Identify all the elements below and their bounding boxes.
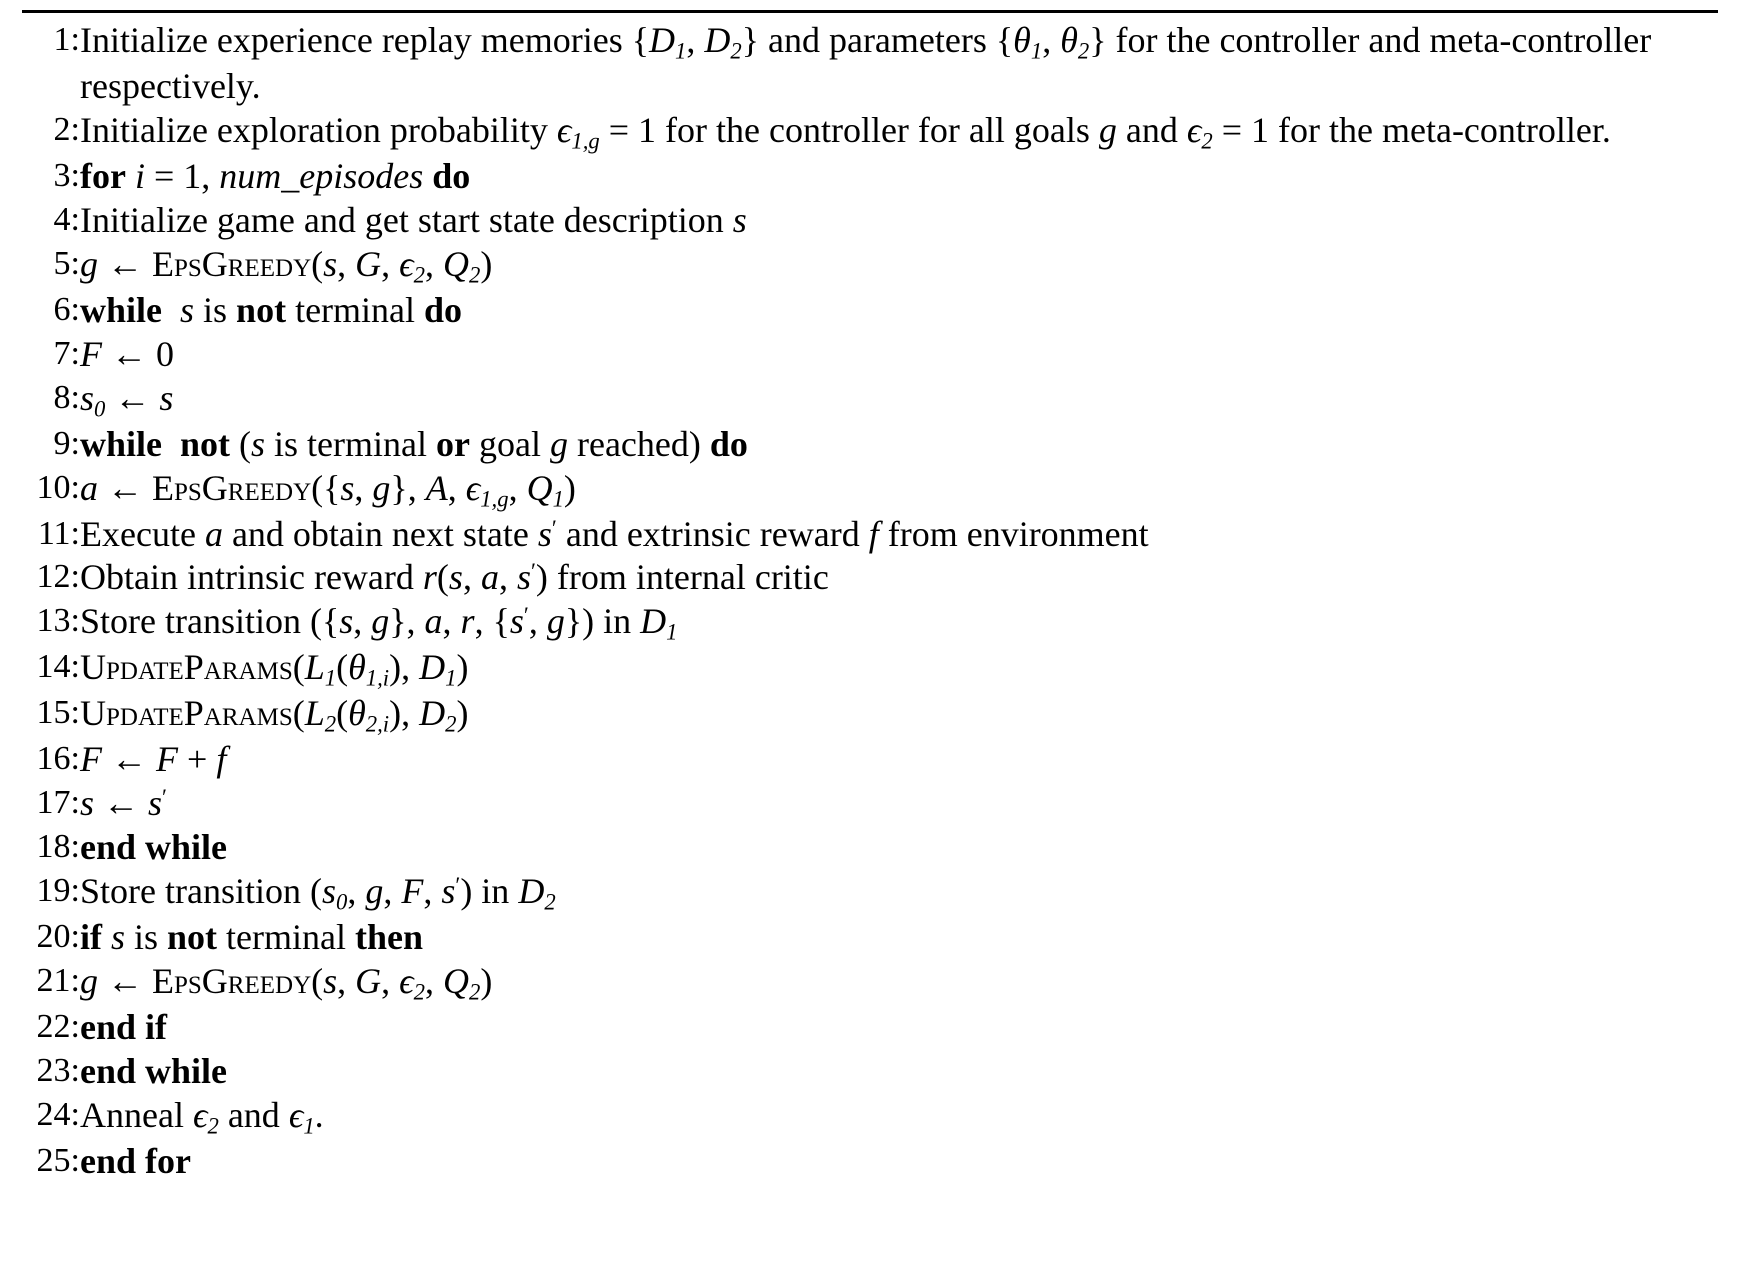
algorithm-line <box>22 109 1718 155</box>
algorithm-lines <box>22 19 1718 1184</box>
line-number: 3: <box>53 156 80 194</box>
algorithm-line <box>22 826 1718 870</box>
algorithm-line <box>22 199 1718 243</box>
algorithm-line <box>22 556 1718 600</box>
line-body: $UpdateParams(L_1(\theta_{1,i})$, $D_1$) <box>80 647 469 691</box>
line-body: while not (s is terminal or goal g reached) do <box>80 423 748 464</box>
algorithm-line <box>22 600 1718 646</box>
top-rule <box>22 10 1718 13</box>
line-number: 24: <box>36 1095 80 1133</box>
algorithm-line <box>22 1006 1718 1050</box>
line-body: s ← s′ <box>80 783 167 824</box>
line-body: end for <box>80 1140 191 1181</box>
line-body: Anneal $\epsilon_2$ and $\epsilon_1$. <box>80 1094 324 1139</box>
line-body: end if <box>80 1007 168 1048</box>
line-number: 19: <box>36 872 80 910</box>
line-number: 17: <box>36 784 80 822</box>
line-body: g ← EpsGreedy(s, G, $\epsilon_2$, $Q_2$) <box>80 243 493 288</box>
line-body: Obtain intrinsic reward r(s, a, s′) from internal critic <box>80 557 829 598</box>
line-body: Store transition ($s_0$, g, F, s′) in $D_2$ <box>80 871 556 915</box>
line-number: 11: <box>37 514 80 552</box>
algorithm-line <box>22 467 1718 513</box>
algorithm-line <box>22 289 1718 333</box>
line-number: 7: <box>53 334 80 372</box>
line-body: Store transition ({s, g}, a, r, {s′, g}) in $D_1$ <box>80 601 678 645</box>
line-body: end while <box>80 1050 228 1091</box>
line-body: $s_0$ ← s <box>80 377 174 421</box>
line-body: Initialize exploration probability $\epsilon_{1,g} = 1$ for the controller for all goals g and $\epsilon_2 = 1$ for the meta-controller. <box>80 109 1611 154</box>
algorithm-line <box>22 423 1718 467</box>
line-number: 12: <box>36 558 80 596</box>
algorithm-line <box>22 960 1718 1006</box>
line-body: for i = 1, num_episodes do <box>80 155 471 196</box>
line-body: Initialize game and get start state description s <box>80 199 747 240</box>
line-body: if s is not terminal then <box>80 917 424 958</box>
algorithm-line <box>22 646 1718 692</box>
line-number: 5: <box>53 244 80 282</box>
algorithm-line <box>22 243 1718 289</box>
line-body: Initialize experience replay memories {$D_1$, $D_2$} and parameters {$\theta_1$, $\theta_2$} for the controller and meta-controller respectively. <box>80 20 1652 107</box>
algorithm-line <box>22 782 1718 826</box>
algorithm-line <box>22 377 1718 423</box>
line-body: end while <box>80 827 228 868</box>
algorithm-line <box>22 870 1718 916</box>
line-number: 6: <box>53 290 80 328</box>
line-number: 2: <box>53 110 80 148</box>
line-body: Execute a and obtain next state s′ and extrinsic reward f from environment <box>80 513 1149 554</box>
algorithm-line <box>22 916 1718 960</box>
algorithm-line <box>22 1140 1718 1184</box>
algorithm-line <box>22 692 1718 738</box>
line-number: 25: <box>36 1141 80 1179</box>
line-body: $UpdateParams(L_2(\theta_{2,i})$, $D_2$) <box>80 693 469 737</box>
algorithm-line <box>22 1094 1718 1140</box>
algorithm-line <box>22 155 1718 199</box>
line-body: F ← F + f <box>80 739 227 780</box>
line-number: 9: <box>53 424 80 462</box>
algorithm-line <box>22 738 1718 782</box>
line-number: 1: <box>53 21 80 58</box>
line-number: 13: <box>36 602 80 640</box>
line-number: 18: <box>36 828 80 866</box>
line-number: 4: <box>53 200 80 238</box>
line-body: F ← 0 <box>80 333 174 374</box>
algorithm-line <box>22 19 1718 109</box>
line-number: 20: <box>36 918 80 956</box>
line-number: 23: <box>36 1051 80 1089</box>
algorithm-line <box>22 333 1718 377</box>
line-number: 14: <box>36 648 80 686</box>
line-number: 15: <box>36 694 80 732</box>
line-body: a ← EpsGreedy({s, g}, A, $\epsilon_{1,g}$, $Q_1$) <box>80 467 576 511</box>
line-body: g ← EpsGreedy(s, G, $\epsilon_2$, $Q_2$) <box>80 961 493 1005</box>
line-number: 21: <box>36 962 80 1000</box>
line-number: 22: <box>36 1008 80 1046</box>
line-number: 16: <box>36 740 80 778</box>
line-number: 10: <box>36 468 80 506</box>
line-number: 8: <box>53 378 80 416</box>
algorithm-line <box>22 513 1718 557</box>
algorithm-line <box>22 1050 1718 1094</box>
line-body: while s is not terminal do <box>80 289 463 330</box>
